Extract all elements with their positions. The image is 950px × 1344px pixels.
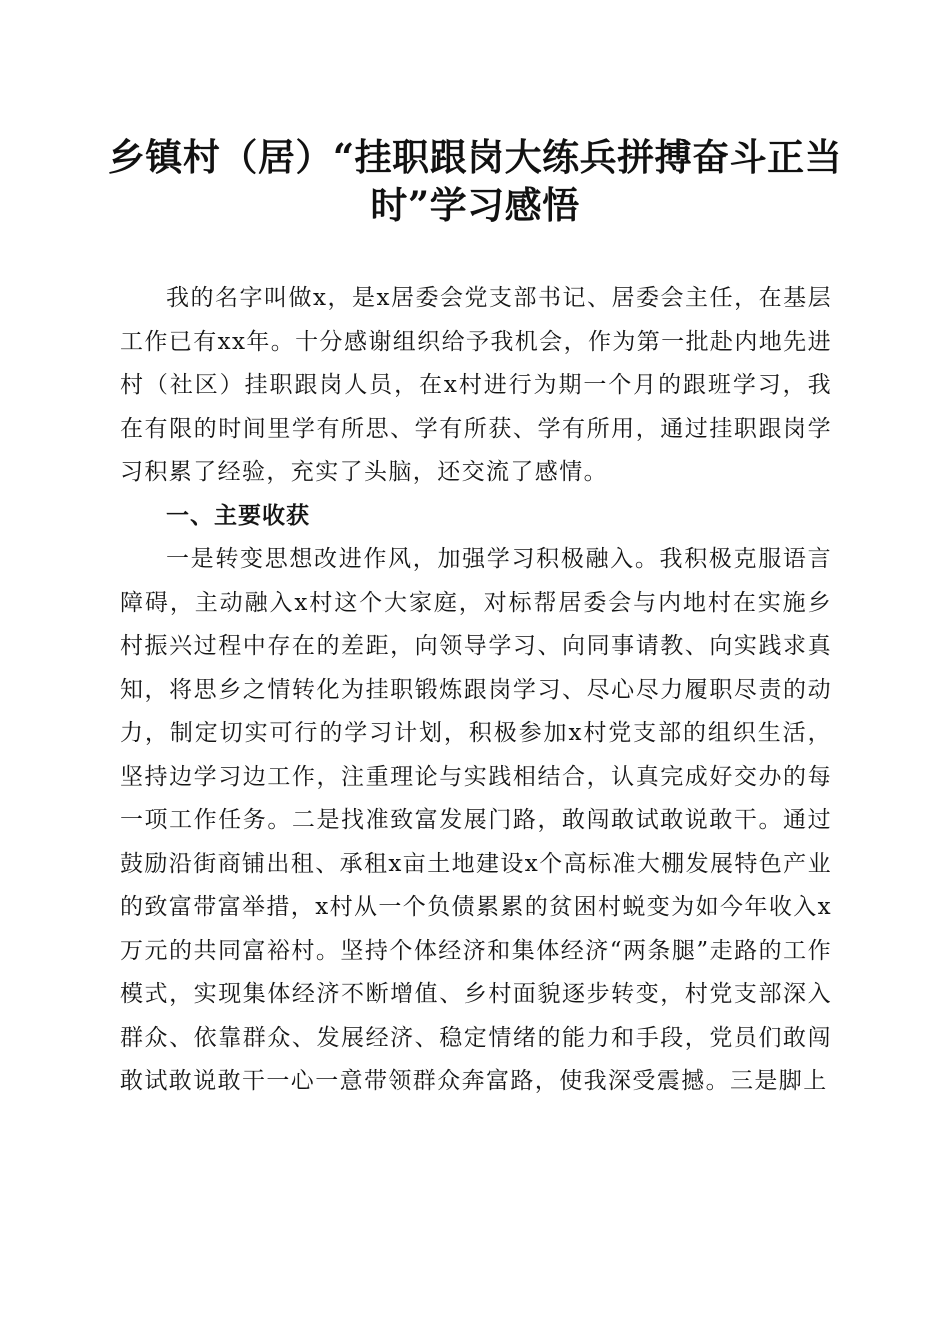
title-line-2: 时”学习感悟: [370, 183, 580, 227]
intro-paragraph: 我的名字叫做x，是x居委会党支部书记、居委会主任，在基层工作已有xx年。十分感谢组织给予我机会，作为第一批赴内地先进村（社区）挂职跟岗人员，在x村进行为期一个月的跟班学习，我在有限的时间里学有所思、学有所获、学有所用，通过挂职跟岗学习积累了经验，充实了头脑，还交流了感情。: [120, 285, 832, 485]
document-body: [120, 277, 832, 1104]
title-line-1: 乡镇村（居）“挂职跟岗大练兵拼搏奋斗正当: [107, 135, 843, 179]
body-paragraph: 一是转变思想改进作风，加强学习积极融入。我积极克服语言障碍，主动融入x村这个大家庭，对标帮居委会与内地村在实施乡村振兴过程中存在的差距，向领导学习、向同事请教、向实践求真知，将思乡之情转化为挂职锻炼跟岗学习、尽心尽力履职尽责的动力，制定切实可行的学习计划，积极参加x村党支部的组织生活，坚持边学习边工作，注重理论与实践相结合，认真完成好交办的每一项工作任务。二是找准致富发展门路，敢闯敢试敢说敢干。通过鼓励沿街商铺出租、承租x亩土地建设x个高标准大棚发展特色产业的致富带富举措，x村从一个负债累累的贫困村蜕变为如今年收入x万元的共同富裕村。坚持个体经济和集体经济“两条腿”走路的工作模式，实现集体经济不断增值、乡村面貌逐步转变，村党支部深入群众、依靠群众、发展经济、稳定情绪的能力和手段，党员们敢闯敢试敢说敢干一心一意带领群众奔富路，使我深受震撼。三是脚上: [120, 546, 832, 1094]
section-heading: 一、主要收获: [166, 502, 310, 529]
document-title: [100, 133, 850, 229]
